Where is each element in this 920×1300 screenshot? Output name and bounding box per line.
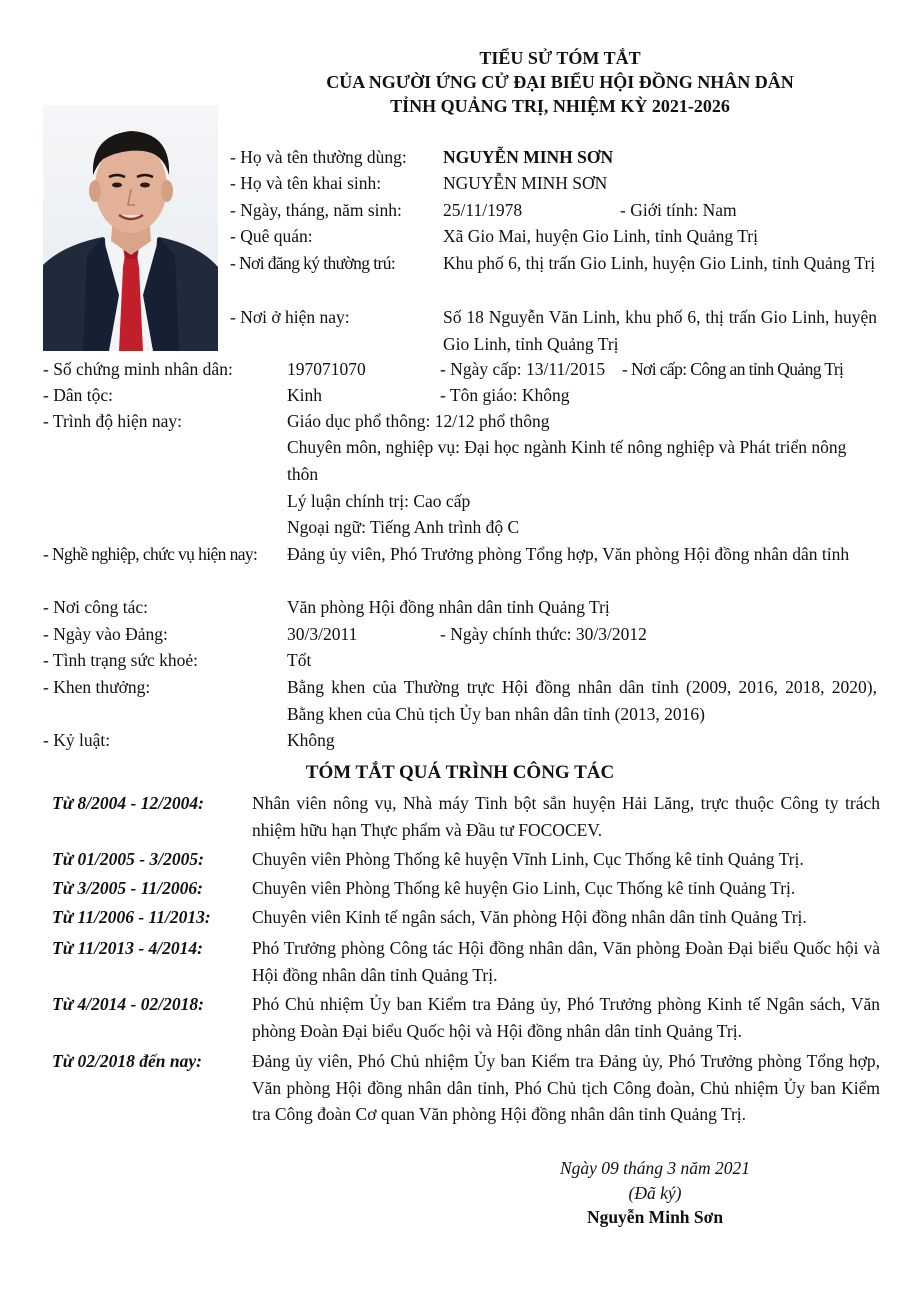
work-description: Chuyên viên Phòng Thống kê huyện Vĩnh Linh, Cục Thống kê tỉnh Quảng Trị. xyxy=(252,849,804,869)
discipline-value: Không xyxy=(287,730,335,750)
awards-label: - Khen thưởng: xyxy=(43,677,151,697)
party-date-label: - Ngày vào Đảng: xyxy=(43,624,168,644)
dob-value: 25/11/1978 xyxy=(443,200,523,220)
id-place: - Nơi cấp: Công an tỉnh Quảng Trị xyxy=(622,359,844,379)
residence-label: - Nơi đăng ký thường trú: xyxy=(230,253,396,273)
common-name-label: - Họ và tên thường dùng: xyxy=(230,147,407,167)
education-language: Ngoại ngữ: Tiếng Anh trình độ C xyxy=(287,517,520,537)
education-label: - Trình độ hiện nay: xyxy=(43,411,183,431)
portrait-photo xyxy=(43,105,218,351)
signature-name: Nguyễn Minh Sơn xyxy=(586,1207,724,1227)
education-major: Chuyên môn, nghiệp vụ: Đại học ngành Kinh tế nông nghiệp và Phát triển nông thôn xyxy=(287,437,847,484)
party-official-value: - Ngày chính thức: 30/3/2012 xyxy=(440,624,647,644)
work-section-title: TÓM TẮT QUÁ TRÌNH CÔNG TÁC xyxy=(305,762,615,783)
work-period: Từ 4/2014 - 02/2018: xyxy=(52,994,204,1014)
awards-value: Bằng khen của Thường trực Hội đồng nhân dân tỉnh (2009, 2016, 2018, 2020), Bằng khen của Chủ tịch Ủy ban nhân dân tỉnh (2013, 2016) xyxy=(287,677,877,724)
id-label: - Số chứng minh nhân dân: xyxy=(43,359,233,379)
work-description: Chuyên viên Kinh tế ngân sách, Văn phòng Hội đồng nhân dân tỉnh Quảng Trị. xyxy=(252,907,807,927)
work-description: Phó Trưởng phòng Công tác Hội đồng nhân dân, Văn phòng Đoàn Đại biểu Quốc hội và Hội đồng nhân dân tỉnh Quảng Trị. xyxy=(252,938,880,985)
ethnic-label: - Dân tộc: xyxy=(43,385,113,405)
work-period: Từ 3/2005 - 11/2006: xyxy=(52,878,203,898)
workplace-label: - Nơi công tác: xyxy=(43,597,148,617)
ethnic-value: Kinh xyxy=(287,385,322,405)
common-name-value: NGUYỄN MINH SƠN xyxy=(443,147,614,167)
religion-value: - Tôn giáo: Không xyxy=(440,385,570,405)
work-period: Từ 02/2018 đến nay: xyxy=(52,1051,202,1071)
birth-name-label: - Họ và tên khai sinh: xyxy=(230,173,382,193)
current-address-value: Số 18 Nguyễn Văn Linh, khu phố 6, thị trấn Gio Linh, huyện Gio Linh, tỉnh Quảng Trị xyxy=(443,307,877,354)
health-label: - Tình trạng sức khoẻ: xyxy=(43,650,198,670)
party-date-value: 30/3/2011 xyxy=(287,624,358,644)
work-description: Phó Chủ nhiệm Ủy ban Kiểm tra Đảng ủy, Phó Trưởng phòng Kinh tế Ngân sách, Văn phòng Đoàn Đại biểu Quốc hội và Hội đồng nhân dân tỉnh Quảng Trị. xyxy=(252,994,880,1041)
discipline-label: - Kỷ luật: xyxy=(43,730,111,750)
signature-date: Ngày 09 tháng 3 năm 2021 xyxy=(559,1158,751,1178)
work-period: Từ 11/2006 - 11/2013: xyxy=(52,907,211,927)
work-period: Từ 8/2004 - 12/2004: xyxy=(52,793,204,813)
education-politics: Lý luận chính trị: Cao cấp xyxy=(287,491,471,511)
hometown-value: Xã Gio Mai, huyện Gio Linh, tỉnh Quảng Trị xyxy=(443,226,758,246)
birth-name-value: NGUYỄN MINH SƠN xyxy=(443,173,608,193)
job-value: Đảng ủy viên, Phó Trưởng phòng Tổng hợp, Văn phòng Hội đồng nhân dân tỉnh xyxy=(287,544,850,564)
health-value: Tốt xyxy=(287,650,312,670)
hometown-label: - Quê quán: xyxy=(230,226,313,246)
doc-title-line3: TỈNH QUẢNG TRỊ, NHIỆM KỲ 2021-2026 xyxy=(390,96,730,116)
work-description: Chuyên viên Phòng Thống kê huyện Gio Linh, Cục Thống kê tỉnh Quảng Trị. xyxy=(252,878,796,898)
gender-value: - Giới tính: Nam xyxy=(620,200,737,220)
work-period: Từ 01/2005 - 3/2005: xyxy=(52,849,204,869)
work-description: Nhân viên nông vụ, Nhà máy Tinh bột sắn huyện Hải Lăng, trực thuộc Công ty trách nhiệm hữu hạn Thực phẩm và Đầu tư FOCOCEV. xyxy=(252,793,880,840)
id-date: - Ngày cấp: 13/11/2015 xyxy=(440,359,606,379)
dob-label: - Ngày, tháng, năm sinh: xyxy=(230,200,402,220)
current-address-label: - Nơi ở hiện nay: xyxy=(230,307,350,327)
workplace-value: Văn phòng Hội đồng nhân dân tỉnh Quảng Trị xyxy=(287,597,610,617)
education-general: Giáo dục phổ thông: 12/12 phổ thông xyxy=(287,411,550,431)
work-description: Đảng ủy viên, Phó Chủ nhiệm Ủy ban Kiểm tra Đảng ủy, Phó Trưởng phòng Tổng hợp, Văn phòng Hội đồng nhân dân tỉnh, Phó Chủ tịch Công đoàn, Chủ nhiệm Ủy ban Kiểm tra Công đoàn Cơ quan Văn phòng Hội đồng nhân dân tỉnh Quảng Trị. xyxy=(252,1051,880,1124)
signature-signed: (Đã ký) xyxy=(628,1183,682,1203)
job-label: - Nghề nghiệp, chức vụ hiện nay: xyxy=(43,544,258,564)
id-number: 197071070 xyxy=(287,359,366,379)
doc-title-line1: TIỂU SỬ TÓM TẮT xyxy=(479,48,641,68)
doc-title-line2: CỦA NGƯỜI ỨNG CỬ ĐẠI BIỂU HỘI ĐỒNG NHÂN DÂN xyxy=(326,72,794,92)
work-period: Từ 11/2013 - 4/2014: xyxy=(52,938,203,958)
residence-value: Khu phố 6, thị trấn Gio Linh, huyện Gio Linh, tỉnh Quảng Trị xyxy=(443,253,876,273)
